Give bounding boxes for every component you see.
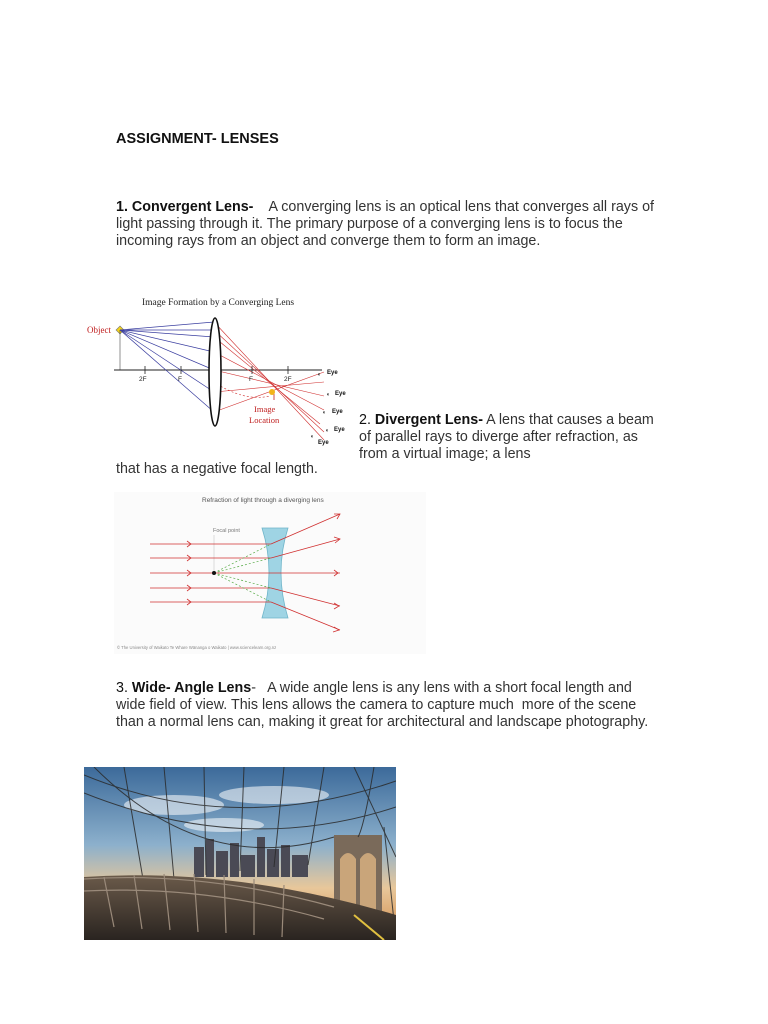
image-label: Image — [254, 404, 276, 414]
focal-point — [212, 571, 216, 575]
incident-rays — [120, 322, 214, 412]
convex-lens — [209, 318, 221, 426]
section-number: 2. — [359, 412, 375, 428]
eye-label: Eye — [332, 409, 343, 415]
eye-icon: ◖ — [317, 372, 321, 378]
section-number: 3. — [116, 680, 132, 696]
figure-title: Image Formation by a Converging Lens — [142, 298, 295, 308]
section-text: - A wide angle lens is any lens with a short focal length and wide field of view. This lens allows the camera to capture much more of the scene than a normal lens can, making it great for architectural and landscape photography. — [116, 680, 649, 730]
object-label: Object — [87, 325, 111, 335]
axis-label: 2F — [284, 376, 292, 383]
section-text: A converging lens is an optical lens that converges all rays of light passing through it. The primary purpose of a converging lens is to focus the incoming rays from an object and converge them to form an image. — [116, 199, 658, 249]
eye-icon: ◖ — [325, 428, 329, 434]
eye-label: Eye — [327, 370, 338, 376]
section-number: 1. — [116, 199, 132, 215]
axis-label: 2F — [139, 376, 147, 383]
focal-point-label: Focal point — [213, 528, 240, 534]
section-divergent-lens-continued: that has a negative focal length. — [116, 461, 318, 477]
eye-icon: ◖ — [326, 392, 330, 398]
wide-angle-photo — [84, 767, 396, 940]
image-point — [269, 389, 275, 395]
page-title: ASSIGNMENT- LENSES — [116, 131, 279, 147]
section-text: A lens that causes a beam of parallel rays to diverge after refraction, as from a virtual image; a lens — [359, 412, 654, 462]
image-location-label: Location — [249, 415, 280, 425]
eye-label: Eye — [318, 440, 329, 446]
axis-label: F — [249, 376, 253, 383]
axis-label: F — [178, 376, 182, 383]
section-term: Convergent Lens- — [131, 199, 254, 215]
section-convergent-lens — [116, 199, 656, 250]
section-term: Divergent Lens- — [374, 412, 483, 428]
section-divergent-lens — [359, 412, 659, 463]
section-wide-angle-lens — [116, 680, 656, 731]
figure-credit: © The University of Waikato Te Whare Wānanga o Waikato | www.sciencelearn.org.nz — [117, 645, 277, 650]
eye-label: Eye — [334, 427, 345, 433]
eye-icon: ◖ — [310, 434, 314, 440]
figure-title: Refraction of light through a diverging lens — [202, 497, 324, 504]
diverging-lens-figure — [114, 492, 426, 654]
eye-label: Eye — [335, 391, 346, 397]
converging-lens-figure — [84, 292, 354, 452]
eye-icon: ◖ — [322, 410, 326, 416]
section-term: Wide- Angle Lens — [131, 680, 252, 696]
